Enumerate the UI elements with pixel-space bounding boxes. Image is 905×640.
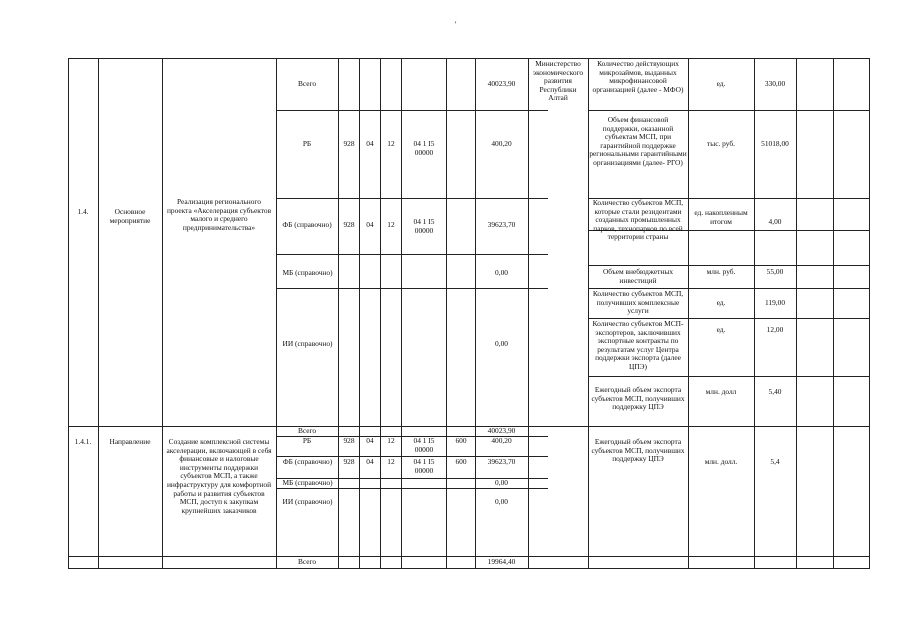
funding-source: РБ [302,140,312,148]
indicator-unit: млн. долл [705,388,737,396]
funding-vr: 600 [455,437,467,445]
row-name: Реализация регионального проекта «Акселерация субъектов малого и среднего предпринимательства» [166,198,272,232]
funding-source: Всего [297,80,317,88]
funding-rz: 04 [366,458,374,466]
funding-source: ФБ (справочно) [282,221,332,229]
indicator-unit: млн. долл. [704,458,738,466]
indicator-value: 55,00 [766,268,784,276]
funding-rz: 04 [366,437,374,445]
row-number: 1.4.1. [74,438,92,446]
funding-source: РБ [302,437,312,445]
row-name: Создание комплексной системы акселерации, включающей в себя финансовые и налоговые инструменты поддержки субъектов МСП, а также инфраструктуру для комфортной работы и развития субъектов МСП, доступ к закупкам крупнейших заказчиков [166,438,272,515]
funding-source: ИИ (справочно) [282,498,333,506]
funding-csr: 04 1 I5 00000 [413,140,435,157]
budget-table [68,58,870,569]
indicator-value: 51018,00 [761,140,789,148]
funding-rz: 04 [366,221,374,229]
indicator-name: Ежегодный объем экспорта субъектов МСП, получивших поддержку ЦПЭ [591,438,685,464]
indicator-name: Объем финансовой поддержки, оказанной субъектам МСП, при гарантийной поддержке региональными гарантийными организациями (далее- РГО) [589,116,687,167]
indicator-name: Количество действующих микрозаймов, выданных микрофинансовой организацией (далее - МФО) [592,60,684,94]
page-mark: ' [455,20,457,29]
funding-csr: 04 1 I5 00000 [413,218,435,235]
indicator-unit: тыс. руб. [707,140,735,148]
funding-grbs: 928 [343,140,355,148]
funding-source: МБ (справочно) [282,479,333,487]
funding-amount: 40023,90 [487,427,516,435]
funding-pr: 12 [387,458,395,466]
executor: Министерство экономического развития Республики Алтай [532,60,584,103]
row-number: 1.4. [77,208,89,216]
indicator-value: 12,00 [766,326,784,334]
indicator-value: 5,4 [770,458,780,466]
funding-amount: 0,00 [495,269,508,277]
funding-grbs: 928 [343,458,355,466]
funding-amount: 0,00 [495,340,508,348]
funding-vr: 600 [455,458,467,466]
funding-source: Всего [297,427,317,435]
funding-source: Всего [297,558,317,566]
indicator-value: 330,00 [764,80,786,88]
row-type: Основное мероприятие [109,208,151,225]
funding-pr: 12 [387,221,395,229]
indicator-name: Количество субъектов МСП, которые стали резидентами созданных промышленных парков, технопарков по всей территории страны [592,199,684,242]
funding-amount: 19964,40 [487,558,516,566]
indicator-unit: ед. накопленным итогом [694,209,748,226]
indicator-unit: ед. [716,80,726,88]
indicator-unit: млн. руб. [706,268,736,276]
funding-amount: 0,00 [495,498,508,506]
indicator-name: Количество субъектов МСП, получивших комплексные услуги [592,290,684,316]
funding-source: ИИ (справочно) [282,340,333,348]
indicator-value: 119,00 [764,299,786,307]
indicator-unit: ед. [716,299,726,307]
indicator-name: Количество субъектов МСП-экспортеров, заключивших экспортные контракты по результатам услуг Центра поддержки экспорта (далее ЦПЭ) [592,320,684,371]
funding-amount: 0,00 [495,479,508,487]
row-type: Направление [109,438,151,446]
funding-csr: 04 1 I5 00000 [413,437,435,454]
funding-grbs: 928 [343,221,355,229]
indicator-unit: ед. [716,326,726,334]
funding-pr: 12 [387,437,395,445]
funding-amount: 40023,90 [487,80,516,88]
funding-pr: 12 [387,140,395,148]
funding-amount: 400,20 [491,140,512,148]
funding-source: ФБ (справочно) [282,458,333,466]
funding-amount: 39623,70 [487,458,516,466]
funding-amount: 39623,70 [487,221,516,229]
funding-amount: 400,20 [491,437,512,445]
funding-rz: 04 [366,140,374,148]
indicator-name: Ежегодный объем экспорта субъектов МСП, получивших поддержку ЦПЭ [591,386,685,412]
indicator-name: Объем внебюджетных инвестиций [602,268,674,285]
funding-grbs: 928 [343,437,355,445]
indicator-value: 4,00 [768,218,782,226]
funding-csr: 04 1 I5 00000 [413,458,435,475]
indicator-value: 5,40 [768,388,782,396]
funding-source: МБ (справочно) [282,269,333,277]
